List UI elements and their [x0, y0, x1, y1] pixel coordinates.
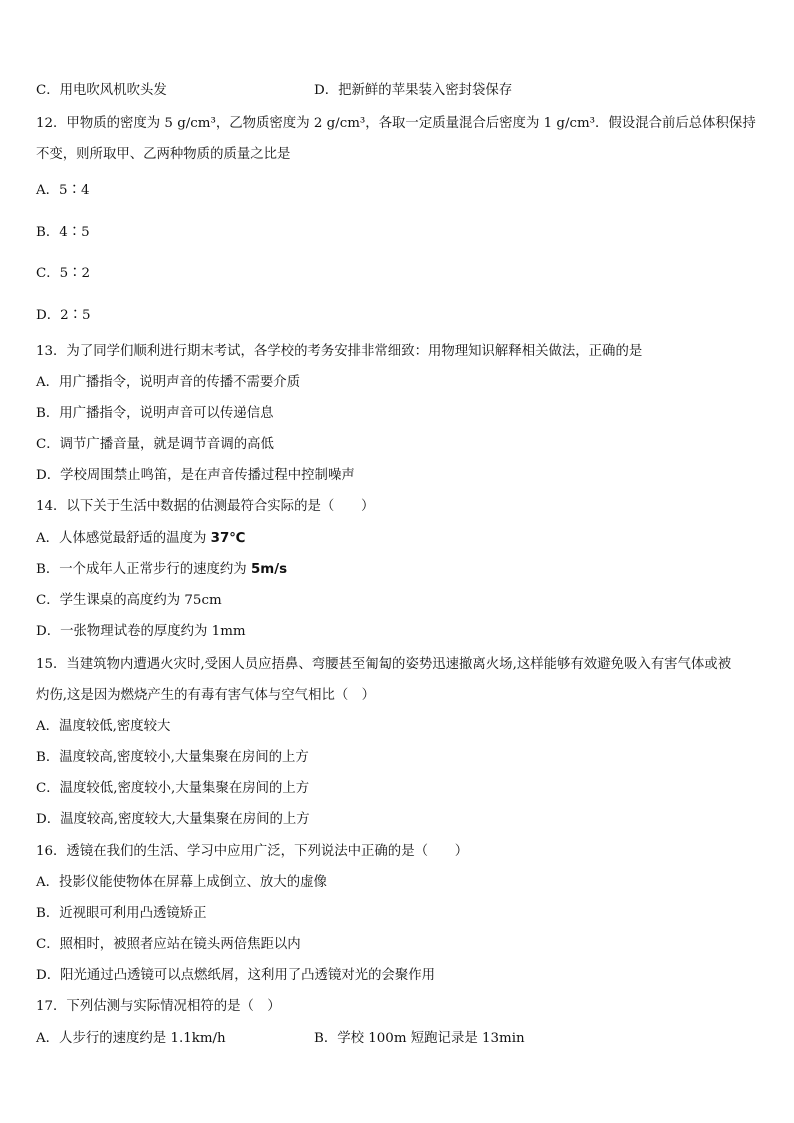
q17-options-row: [36, 1030, 525, 1048]
q15-stem-line1: 15．当建筑物内遭遇火灾时,受困人员应捂鼻、弯腰甚至匍匐的姿势迅速撤离火场,这样能够有效避免吸入有害气体或被: [36, 657, 732, 672]
q15-option-a: A．温度较低,密度较大: [36, 719, 171, 734]
q14-option-d: D．一张物理试卷的厚度约为 1mm: [36, 624, 246, 639]
q15-option-d: D．温度较高,密度较大,大量集聚在房间的上方: [36, 812, 310, 827]
q14-option-b: [36, 561, 287, 579]
q13-stem: 13．为了同学们顺利进行期末考试，各学校的考务安排非常细致：用物理知识解释相关做法，正确的是: [36, 344, 643, 359]
q17-option-a: A．人步行的速度约是 1.1km/h: [36, 1031, 226, 1046]
q15-option-c: C．温度较低,密度较小,大量集聚在房间的上方: [36, 781, 310, 796]
q12-option-c: C．5∶2: [36, 266, 91, 281]
q15-option-b: B．温度较高,密度较小,大量集聚在房间的上方: [36, 750, 309, 765]
q13-option-a: A．用广播指令，说明声音的传播不需要介质: [36, 375, 301, 390]
q13-option-b: B．用广播指令，说明声音可以传递信息: [36, 406, 274, 421]
q13-option-c: C．调节广播音量，就是调节音调的高低: [36, 437, 274, 452]
q12-stem-line2: 不变，则所取甲、乙两种物质的质量之比是: [36, 147, 291, 162]
q14-option-a-text: A．人体感觉最舒适的温度为: [36, 531, 211, 546]
q12-option-b: B．4∶5: [36, 225, 90, 240]
q17-stem: 17．下列估测与实际情况相符的是（ ）: [36, 999, 281, 1014]
q14-stem: 14．以下关于生活中数据的估测最符合实际的是（ ）: [36, 499, 375, 514]
q12-stem-line1: 12．甲物质的密度为 5 g/cm³，乙物质密度为 2 g/cm³，各取一定质量混合后密度为 1 g/cm³．假设混合前后总体积保持: [36, 116, 756, 131]
q11-options-row: [36, 82, 513, 100]
q13-option-d: D．学校周围禁止鸣笛，是在声音传播过程中控制噪声: [36, 468, 355, 483]
q14-option-c: C．学生课桌的高度约为 75cm: [36, 593, 222, 608]
q17-option-b: B．学校 100m 短跑记录是 13min: [314, 1031, 525, 1046]
q12-option-d: D．2∶5: [36, 308, 91, 323]
q12-option-a: A．5∶4: [36, 183, 90, 198]
q16-option-b: B．近视眼可利用凸透镜矫正: [36, 906, 207, 921]
q14-option-b-text: B．一个成年人正常步行的速度约为: [36, 562, 251, 577]
q15-stem-line2: 灼伤,这是因为燃烧产生的有毒有害气体与空气相比（ ）: [36, 688, 376, 703]
q16-option-c: C．照相时，被照者应站在镜头两倍焦距以内: [36, 937, 301, 952]
q14-option-a: [36, 530, 245, 548]
q14-option-b-value: 5m/s: [250, 562, 288, 577]
q16-option-a: A．投影仪能使物体在屏幕上成倒立、放大的虚像: [36, 875, 327, 890]
q11-option-d: D．把新鲜的苹果装入密封袋保存: [314, 83, 513, 98]
q11-option-c: C．用电吹风机吹头发: [36, 83, 167, 98]
q16-stem: 16．透镜在我们的生活、学习中应用广泛，下列说法中正确的是（ ）: [36, 844, 469, 859]
q16-option-d: D．阳光通过凸透镜可以点燃纸屑，这利用了凸透镜对光的会聚作用: [36, 968, 436, 983]
q14-option-a-value: 37℃: [210, 531, 246, 546]
